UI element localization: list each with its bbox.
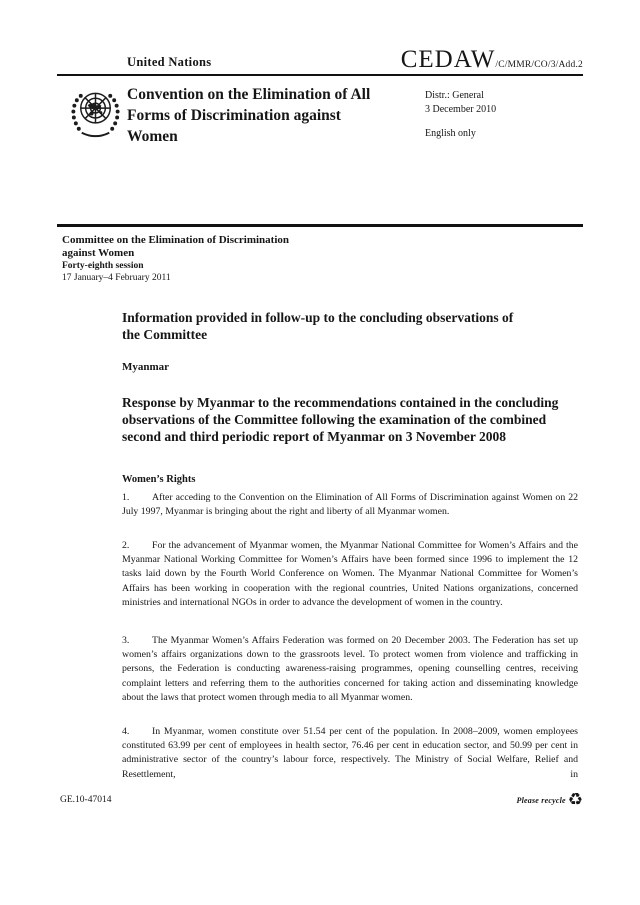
org-name: United Nations xyxy=(127,55,212,69)
date-line: 3 December 2010 xyxy=(425,103,497,115)
recycle-icon: ♻ xyxy=(567,790,583,810)
paragraph-2-number: 2. xyxy=(122,540,130,551)
paragraph-3-text: The Myanmar Women’s Affairs Federation was formed on 20 December 2003. The Federation has set up women’s affairs organizations down to the grassroots level. To protect women from violence and trafficking in persons, the Federation is conducting awareness-raising programmes, opening counselling centres, receiving complaint letters and referring them to the authorities concerned for taking action and disseminating knowledge about the laws that protect women through media to all Myanmar women. xyxy=(122,635,578,703)
distr-line: Distr.: General xyxy=(425,90,484,101)
doc-symbol xyxy=(401,46,583,74)
paragraph-2-text: For the advancement of Myanmar women, the Myanmar National Committee for Women’s Affairs and the Myanmar National Working Committee for Women’s Affairs have been formed since 1996 to implement the 12 tasks laid down by the Fourth World Conference on Women. The Myanmar National Committee for Women’s Affairs has been working in cooperation with the regional countries, United Nations organizations, concerned ministries and international NGOs in order to advance the development of women in the country. xyxy=(122,540,578,608)
paragraph-1-number: 1. xyxy=(122,492,130,503)
paragraph-1 xyxy=(122,491,578,519)
paragraph-1-text: After acceding to the Convention on the Elimination of All Forms of Discrimination against Women on 22 July 1997, Myanmar is bringing about the right and liberty of all Myanmar women. xyxy=(122,492,578,518)
paragraph-4-text: In Myanmar, women constitute over 51.54 per cent of the population. In 2008–2009, women employees constituted 63.99 per cent of employees in health sector, 76.46 per cent in education sector, and 50.99 per cent in administrative sector of the country’s labour force, respectively. The Ministry of Social Welfare, Relief and Resettlement, in xyxy=(122,726,578,780)
distribution-block xyxy=(425,89,496,116)
country-heading: Myanmar xyxy=(122,361,170,373)
report-title: Information provided in follow-up to the concluding observations of the Committee xyxy=(122,310,514,342)
convention-title: Convention on the Elimination of All Forms of Discrimination against Women xyxy=(127,86,371,145)
section-rule xyxy=(57,224,583,227)
response-title: Response by Myanmar to the recommendations contained in the concluding observations of the Committee following the examination of the combined second and third periodic report of Myanmar on 3 November 2008 xyxy=(122,395,559,444)
doc-symbol-suffix: /C/MMR/CO/3/Add.2 xyxy=(495,60,583,70)
committee-name-line2: against Women xyxy=(62,247,135,259)
paragraph-4-number: 4. xyxy=(122,726,130,737)
committee-name-line1: Committee on the Elimination of Discrimination xyxy=(62,234,290,246)
session-dates: 17 January–4 February 2011 xyxy=(62,273,171,283)
paragraph-3 xyxy=(122,634,578,705)
un-emblem-icon xyxy=(66,83,125,147)
doc-symbol-main: CEDAW xyxy=(400,46,496,73)
recycle-note-text: Please recycle xyxy=(516,796,566,805)
language-line: English only xyxy=(425,128,476,139)
header-rule xyxy=(57,74,583,76)
committee-name xyxy=(62,234,289,260)
section-heading-womens-rights: Women’s Rights xyxy=(122,474,196,485)
paragraph-2 xyxy=(122,539,578,610)
paragraph-3-number: 3. xyxy=(122,635,130,646)
session-title: Forty-eighth session xyxy=(62,261,144,271)
document-number: GE.10-47014 xyxy=(60,795,112,805)
paragraph-4 xyxy=(122,725,578,782)
recycle-note xyxy=(517,792,583,809)
